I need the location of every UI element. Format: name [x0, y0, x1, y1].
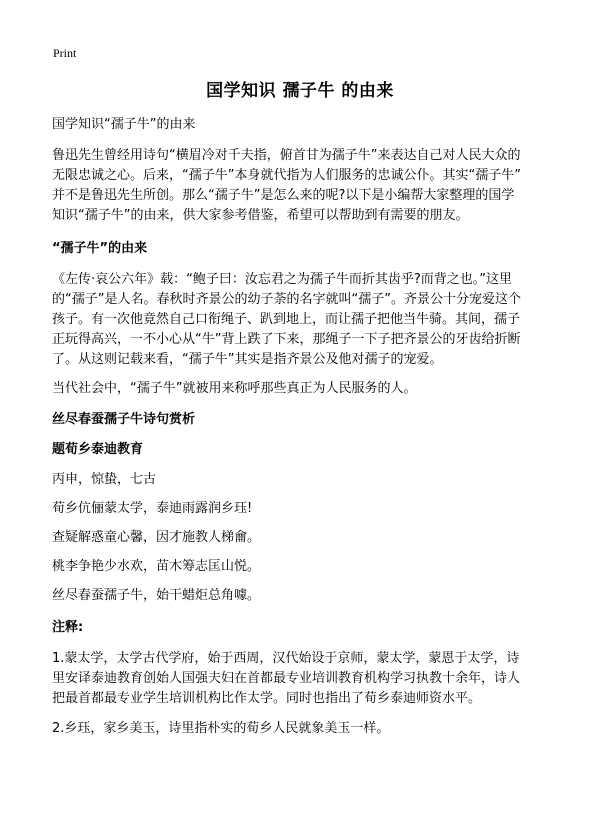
- origin-heading: “孺子牛”的由来: [52, 241, 148, 256]
- note-2: 2.乡珏，家乡美玉，诗里指朴实的荀乡人民就象美玉一样。: [52, 721, 390, 736]
- text-line: 了。从这则记载来看，“孺子牛”其实是指齐景公及他对孺子的宠爱。: [52, 352, 443, 367]
- text-line: 无限忠诚之心。后来，“孺子牛”本身就代指为人们服务的忠诚公仆。其实“孺子牛”: [52, 168, 521, 183]
- text-line: 的“孺子”是人名。春秋时齐景公的幼子荼的名字就叫“孺子”。齐景公十分宠爱这个: [52, 292, 521, 307]
- text-line: 里安译泰迪教育创始人国强夫妇在首都最专业培训教育机构学习执教十余年，诗人: [52, 671, 521, 686]
- poem-date: 丙申，惊蛰，七古: [52, 472, 157, 487]
- poem-line: 荀乡伉俪蒙太学，泰迪雨露润乡珏!: [52, 501, 253, 516]
- poem-line: 丝尽春蚕孺子牛，始干蜡炬总角噱。: [52, 588, 261, 603]
- poem-line: 查疑解惑童心馨，因才施教人梯龠。: [52, 530, 261, 545]
- poem-section-heading: 丝尽春蚕孺子牛诗句赏析: [52, 412, 196, 427]
- text-line: 1.蒙太学，太学古代学府，始于西周，汉代始设于京师，蒙太学，蒙恩于太学，诗: [52, 651, 520, 666]
- poem-line: 桃李争艳少水欢，苗木筹志匡山悦。: [52, 559, 261, 574]
- notes-heading: 注释:: [52, 620, 84, 635]
- text-line: 把最首都最专业学生培训机构比作太学。同时也指出了荀乡泰迪师资水平。: [52, 691, 482, 706]
- page-title: 国学知识 孺子牛 的由来: [206, 81, 394, 101]
- article-subtitle: 国学知识“孺子牛”的由来: [52, 117, 196, 132]
- poem-title: 题荀乡泰迪教育: [52, 442, 144, 457]
- text-line: 正玩得高兴，一不小心从“牛”背上跌了下来，那绳子一下子把齐景公的牙齿给折断: [52, 332, 521, 347]
- intro-paragraph: [52, 146, 548, 226]
- text-line: 孩子。有一次他竟然自己口衔绳子、趴到地上，而让孺子把他当牛骑。其间，孺子: [52, 312, 521, 327]
- print-link[interactable]: Print: [53, 46, 77, 60]
- note-1: [52, 649, 548, 709]
- modern-paragraph: 当代社会中，“孺子牛”就被用来称呼那些真正为人民服务的人。: [52, 381, 417, 396]
- text-line: 鲁迅先生曾经用诗句“横眉冷对千夫指，俯首甘为孺子牛”来表达自己对人民大众的: [52, 148, 521, 163]
- text-line: 《左传·哀公六年》载：“鲍子曰：汝忘君之为孺子牛而折其齿乎?而背之也。”这里: [52, 272, 513, 287]
- text-line: 知识“孺子牛”的由来，供大家参考借鉴，希望可以帮助到有需要的朋友。: [52, 208, 469, 223]
- origin-paragraph: [52, 270, 548, 370]
- text-line: 并不是鲁迅先生所创。那么“孺子牛”是怎么来的呢?以下是小编帮大家整理的国学: [52, 188, 515, 203]
